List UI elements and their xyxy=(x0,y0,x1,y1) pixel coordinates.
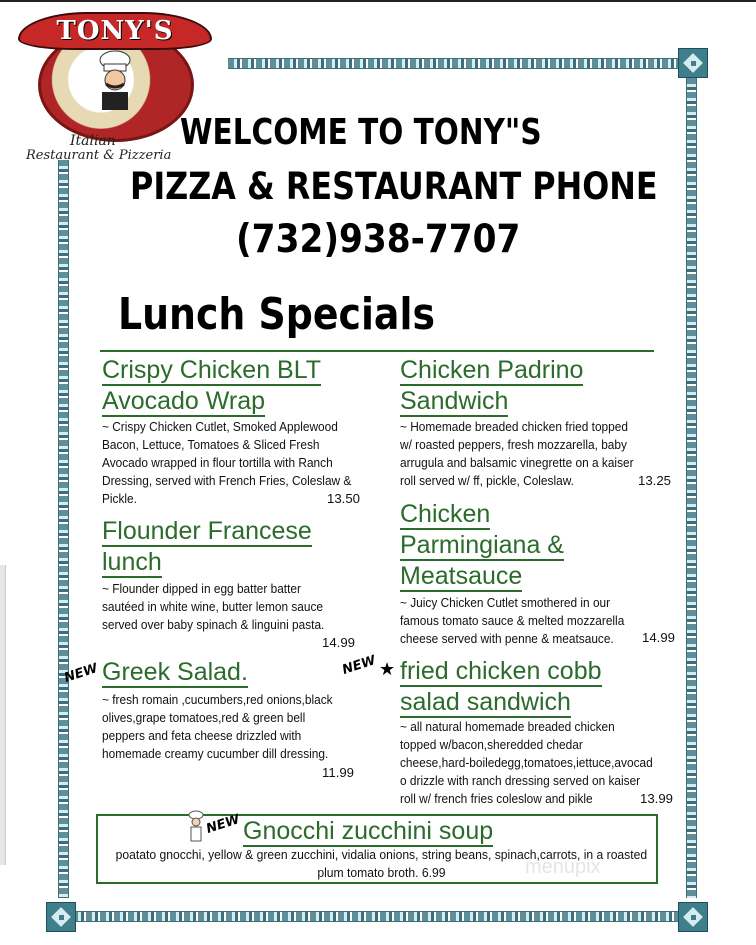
frame-corner-bottom-right xyxy=(678,902,708,932)
section-divider xyxy=(100,350,654,352)
item-title-line: Chicken xyxy=(400,500,491,528)
logo-subtitle-italian: Italian xyxy=(70,133,116,149)
side-scroll-tab[interactable] xyxy=(0,565,6,865)
item-title-line: Crispy Chicken BLT xyxy=(102,356,322,384)
item-price: 14.99 xyxy=(642,630,676,645)
logo-subtitle-restaurant: Restaurant & Pizzeria xyxy=(26,148,172,163)
item-title-line: salad sandwich xyxy=(400,688,571,716)
watermark-text: menupix xyxy=(525,856,601,878)
new-badge: NEW xyxy=(340,653,378,678)
item-description: ~ Crispy Chicken Cutlet, Smoked Applewood Bacon, Lettuce, Tomatoes & Sliced Fresh Avocado wrapped in flour tortilla with Ranch Dressing, served with French Fries, Coleslaw & Pickle. xyxy=(102,419,352,506)
item-title-line: lunch xyxy=(102,548,162,576)
item-title xyxy=(102,657,248,688)
item-price: 13.99 xyxy=(640,791,674,806)
frame-bottom-rail xyxy=(72,911,682,922)
item-price: 11.99 xyxy=(322,765,355,780)
item-title xyxy=(400,656,602,718)
frame-corner-top-right xyxy=(678,48,708,78)
chef-figure-icon xyxy=(186,810,206,842)
top-border-line xyxy=(0,0,756,2)
frame-corner-bottom-left xyxy=(46,902,76,932)
phone-heading: PIZZA & RESTAURANT PHONE xyxy=(130,165,658,208)
frame-top-rail xyxy=(228,58,680,69)
item-title xyxy=(400,355,583,417)
item-description: ~ Flounder dipped in egg batter batter sautéed in white wine, butter lemon sauce served over baby spinach & linguini pasta. xyxy=(102,581,325,632)
phone-number[interactable]: (732)938-7707 xyxy=(236,217,521,262)
item-title-line: Meatsauce xyxy=(400,562,523,590)
item-title xyxy=(102,516,312,578)
frame-left-rail xyxy=(58,160,69,898)
item-title-line: Flounder Francese xyxy=(102,517,312,545)
logo-name-banner: TONY'S xyxy=(18,12,212,50)
item-description: ~ fresh romain ,cucumbers,red onions,black olives,grape tomatoes,red & green bell peppers and feta cheese drizzled with homemade creamy cucumber dill dressing. xyxy=(102,692,333,761)
section-title: Lunch Specials xyxy=(118,289,435,340)
soup-description: poatato gnocchi, yellow & green zucchini, vidalia onions, string beans, spinach,carrots, in a roasted plum tomato broth. 6.99 xyxy=(115,847,648,880)
item-title-line: Greek Salad. xyxy=(102,658,248,686)
item-title-line: Parmingiana & xyxy=(400,531,564,559)
item-price: 13.50 xyxy=(327,491,361,506)
item-title-line: Sandwich xyxy=(400,387,509,415)
new-badge: NEW xyxy=(204,812,242,837)
item-title-line: Chicken Padrino xyxy=(400,356,584,384)
item-description: ~ all natural homemade breaded chicken topped w/bacon,sheredded chedar cheese,hard-boiledegg,tomatoes,iettuce,avocad o drizzle with ranch dressing served on kaiser roll w/ french fries coleslow and pikle xyxy=(400,719,653,806)
item-description: ~ Homemade breaded chicken fried topped w/ roasted peppers, fresh mozzarella, baby arrugula and balsamic vinegrette on a kaiser roll served w/ ff, pickle, Coleslaw. xyxy=(400,419,634,488)
item-title-line: Avocado Wrap xyxy=(102,387,266,415)
welcome-heading: WELCOME TO TONY"S xyxy=(180,112,542,153)
new-badge: NEW xyxy=(62,661,100,686)
item-description: ~ Juicy Chicken Cutlet smothered in our famous tomato sauce & melted mozzarella cheese served with penne & meatsauce. xyxy=(400,595,625,646)
item-title-line: fried chicken cobb xyxy=(400,657,602,685)
star-icon: ★ xyxy=(379,659,396,679)
item-title xyxy=(400,499,564,592)
chef-icon xyxy=(92,50,138,110)
item-price: 14.99 xyxy=(322,635,356,650)
item-title xyxy=(102,355,321,417)
soup-title: Gnocchi zucchini soup xyxy=(243,817,494,845)
item-price: 13.25 xyxy=(638,473,672,488)
